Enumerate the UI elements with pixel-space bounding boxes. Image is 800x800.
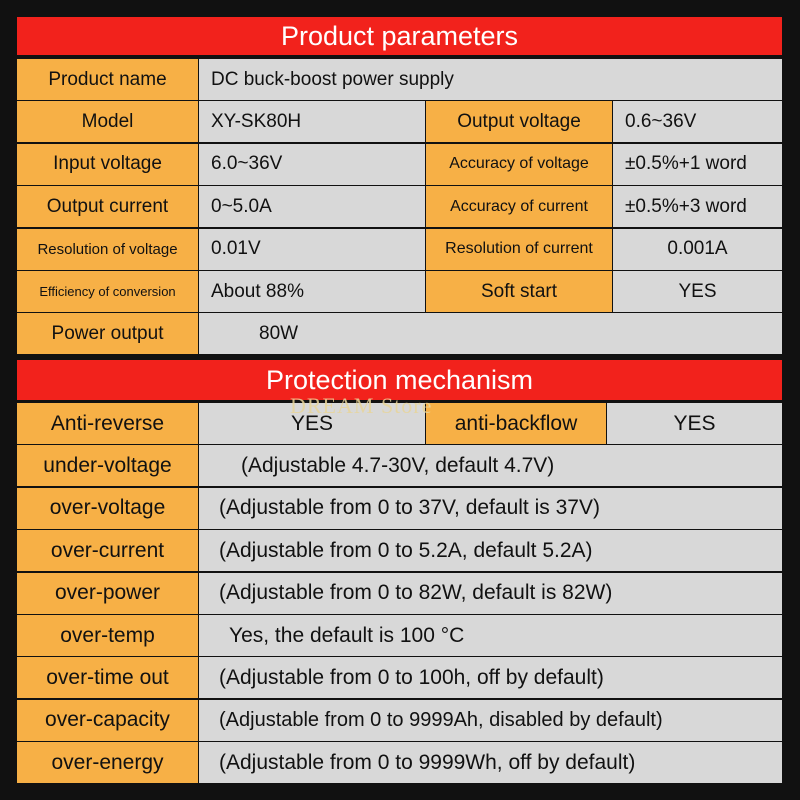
label-efficiency-of-conversion: Efficiency of conversion [17,271,198,312]
label-anti-backflow: anti-backflow [426,403,606,444]
label-over-energy: over-energy [17,742,198,783]
value-model: XY-SK80H [199,101,425,142]
label-output-current: Output current [17,186,198,227]
label-accuracy-of-voltage: Accuracy of voltage [426,144,612,185]
label-product-name: Product name [17,59,198,100]
value-over-temp: Yes, the default is 100 °C [199,615,782,656]
value-over-current: (Adjustable from 0 to 5.2A, default 5.2A) [199,530,782,571]
label-over-capacity: over-capacity [17,700,198,741]
value-over-power: (Adjustable from 0 to 82W, default is 82W) [199,573,782,614]
label-over-power: over-power [17,573,198,614]
value-anti-backflow: YES [607,403,782,444]
value-soft-start: YES [613,271,782,312]
label-model: Model [17,101,198,142]
value-over-time-out: (Adjustable from 0 to 100h, off by default) [199,657,782,698]
label-output-voltage: Output voltage [426,101,612,142]
value-accuracy-of-voltage: ±0.5%+1 word [613,144,782,185]
label-soft-start: Soft start [426,271,612,312]
label-power-output: Power output [17,313,198,354]
value-resolution-of-voltage: 0.01V [199,229,425,270]
value-output-voltage: 0.6~36V [613,101,782,142]
value-power-output: 80W [199,313,782,354]
value-over-capacity: (Adjustable from 0 to 9999Ah, disabled by default) [199,700,782,741]
label-over-current: over-current [17,530,198,571]
label-over-time-out: over-time out [17,657,198,698]
product-parameters-title: Product parameters [280,21,519,51]
value-accuracy-of-current: ±0.5%+3 word [613,186,782,227]
label-over-voltage: over-voltage [17,488,198,529]
label-over-temp: over-temp [17,615,198,656]
label-anti-reverse: Anti-reverse [17,403,198,444]
label-input-voltage: Input voltage [17,144,198,185]
protection-mechanism-title: Protection mechanism [265,365,534,395]
value-under-voltage: (Adjustable 4.7-30V, default 4.7V) [199,445,782,486]
value-output-current: 0~5.0A [199,186,425,227]
value-over-voltage: (Adjustable from 0 to 37V, default is 37V) [199,488,782,529]
label-under-voltage: under-voltage [17,445,198,486]
label-resolution-of-voltage: Resolution of voltage [17,229,198,270]
value-efficiency-of-conversion: About 88% [199,271,425,312]
value-input-voltage: 6.0~36V [199,144,425,185]
label-accuracy-of-current: Accuracy of current [426,186,612,227]
store-watermark: DREAM Store [290,393,433,418]
value-product-name: DC buck-boost power supply [199,59,782,100]
label-resolution-of-current: Resolution of current [426,229,612,270]
product-parameters-header [17,17,782,55]
protection-mechanism-header [17,360,782,400]
value-anti-reverse: YES [199,403,425,444]
value-resolution-of-current: 0.001A [613,229,782,270]
value-over-energy: (Adjustable from 0 to 9999Wh, off by default) [199,742,782,783]
